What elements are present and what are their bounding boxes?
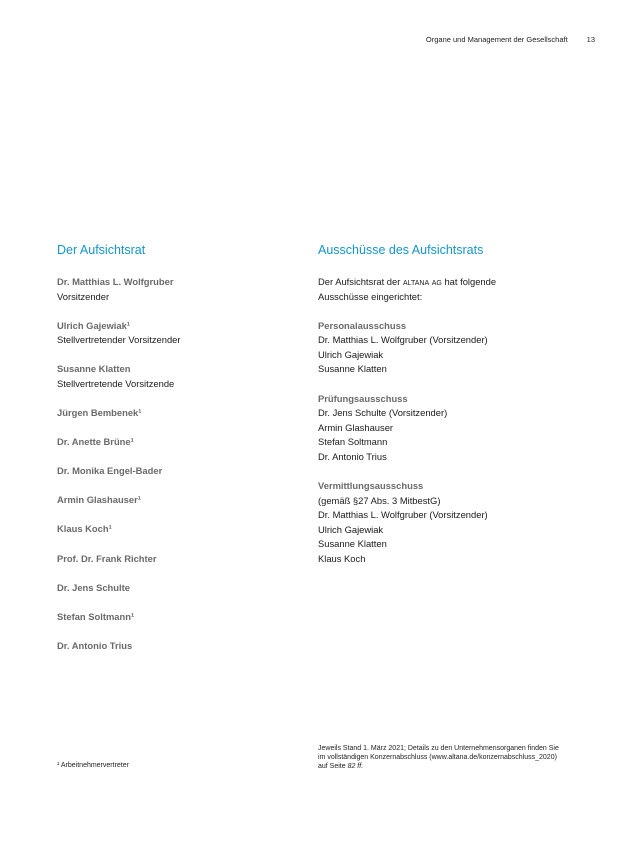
footnote: ¹ Arbeitnehmervertreter: [57, 762, 129, 769]
committee-member: Dr. Matthias L. Wolfgruber (Vorsitzender): [318, 509, 488, 521]
member-item: [57, 406, 292, 421]
header-title: Organe und Management der Gesellschaft: [425, 35, 568, 44]
committee-name: Personalausschuss: [318, 319, 407, 331]
committee-member: Susanne Klatten: [318, 363, 387, 375]
member-name: Dr. Monika Engel-Bader: [57, 465, 163, 477]
committee-member: Susanne Klatten: [318, 538, 387, 550]
committee-member: Ulrich Gajewiak: [318, 348, 384, 360]
committee-member: Dr. Jens Schulte (Vorsitzender): [318, 407, 448, 419]
committee-legal-basis: (gemäß §27 Abs. 3 MitbestG): [318, 494, 441, 506]
member-item: [57, 362, 292, 391]
committees-intro: [318, 275, 598, 304]
member-item: [57, 610, 292, 625]
note-line-2: im vollständigen Konzernabschluss (www.altana.de/konzernabschluss_2020): [318, 754, 557, 762]
member-name: Prof. Dr. Frank Richter: [57, 552, 157, 564]
intro-text-line2: Ausschüsse eingerichtet:: [318, 290, 423, 302]
status-note: [318, 744, 588, 772]
member-item: [57, 493, 292, 508]
committee-mediation: [318, 479, 598, 567]
committee-member: Stefan Soltmann: [318, 436, 388, 448]
page-number: 13: [586, 35, 595, 44]
member-name: Armin Glashauser¹: [57, 494, 141, 506]
member-item: [57, 552, 292, 567]
member-name: Ulrich Gajewiak¹: [57, 319, 130, 331]
member-name: Dr. Jens Schulte: [57, 581, 130, 593]
supervisory-board-column: [57, 242, 292, 668]
committee-member: Klaus Koch: [318, 553, 366, 564]
member-name: Stefan Soltmann¹: [57, 610, 135, 622]
committee-member: Armin Glashauser: [318, 421, 394, 433]
intro-text-after: hat folgende: [441, 276, 497, 287]
committees-column: [318, 242, 598, 581]
member-role: Vorsitzender: [57, 290, 110, 302]
note-page-reference: 82 ff.: [347, 763, 364, 771]
member-name: Dr. Matthias L. Wolfgruber: [57, 276, 174, 287]
committees-heading: Ausschüsse des Aufsichtsrats: [318, 243, 484, 257]
member-role: Stellvertretende Vorsitzende: [57, 377, 175, 389]
member-list: [57, 275, 292, 653]
committee-member: Ulrich Gajewiak: [318, 523, 384, 535]
member-name: Klaus Koch¹: [57, 523, 112, 535]
member-item: [57, 319, 292, 348]
member-item: [57, 435, 292, 450]
supervisory-board-heading: Der Aufsichtsrat: [57, 243, 146, 257]
member-item: [57, 581, 292, 596]
committee-member: Dr. Matthias L. Wolfgruber (Vorsitzender): [318, 334, 488, 346]
committee-personnel: [318, 319, 598, 377]
committee-name: Vermittlungsausschuss: [318, 480, 424, 492]
company-name: altana ag: [402, 276, 442, 287]
member-name: Jürgen Bembenek¹: [57, 407, 142, 419]
intro-text-before: Der Aufsichtsrat der: [318, 276, 403, 287]
committee-member: Dr. Antonio Trius: [318, 450, 387, 462]
member-item: [57, 522, 292, 537]
member-item: [57, 639, 292, 654]
note-line-3: auf Seite: [318, 763, 348, 771]
committee-name: Prüfungsausschuss: [318, 392, 408, 404]
member-name: Dr. Anette Brüne¹: [57, 436, 134, 448]
note-line-1: Jeweils Stand 1. März 2021; Details zu den Unternehmensorganen finden Sie: [318, 745, 559, 752]
member-name: Dr. Antonio Trius: [57, 639, 133, 651]
member-item: [57, 275, 292, 304]
committee-audit: [318, 392, 598, 465]
member-name: Susanne Klatten: [57, 363, 131, 375]
member-item: [57, 464, 292, 479]
page-header: [426, 35, 595, 44]
member-role: Stellvertretender Vorsitzender: [57, 334, 181, 346]
